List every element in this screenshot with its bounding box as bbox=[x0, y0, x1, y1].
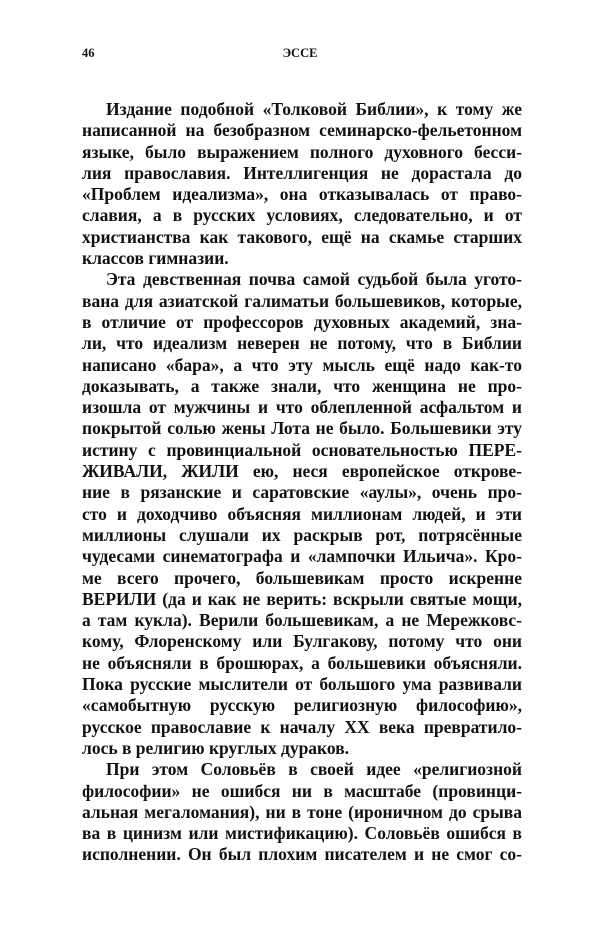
paragraph bbox=[82, 99, 522, 269]
text-line: в отличие от профессоров духовных академий, зна- bbox=[82, 311, 522, 332]
text-line: доказывать, а также знали, что женщина не про- bbox=[82, 375, 522, 396]
text-line: альная мегаломания), ни в тоне (ироничном до срыва bbox=[82, 801, 522, 822]
paragraph bbox=[82, 759, 522, 865]
text-line: классов гимназии. bbox=[82, 248, 229, 269]
text-line: покрытой солью жены Лота не было. Большевики эту bbox=[82, 418, 522, 439]
text-line: «самобытную русскую религиозную философию», bbox=[82, 695, 522, 716]
text-line: ЖИВАЛИ, ЖИЛИ ею, неся европейское открове- bbox=[82, 461, 522, 482]
text-line: философии» не ошибся ни в масштабе (провинци- bbox=[82, 780, 522, 801]
text-line: «Проблем идеализма», она отказывалась от право- bbox=[82, 184, 522, 205]
body-text bbox=[82, 99, 522, 866]
text-line: ВЕРИЛИ (да и как не верить: вскрыли святые мощи, bbox=[82, 588, 522, 609]
text-line: сто и доходчиво объясняя миллионам людей, и эти bbox=[82, 503, 522, 524]
text-line: Издание подобной «Толковой Библии», к тому же bbox=[106, 99, 522, 119]
text-line: ва в цинизм или мистификацию). Соловьёв ошибся в bbox=[82, 823, 522, 844]
text-line: миллионы слушали их раскрыв рот, потрясённые bbox=[82, 524, 522, 545]
paragraph bbox=[82, 269, 522, 759]
text-line: не объясняли в брошюрах, а большевики объясняли. bbox=[82, 652, 522, 673]
text-line: русское православие к началу XX века превратило- bbox=[82, 716, 522, 737]
text-line: ние в рязанские и саратовские «аулы», очень про- bbox=[82, 482, 522, 503]
running-title: ЭССЕ bbox=[282, 46, 318, 60]
text-line: исполнении. Он был плохим писателем и не смог со- bbox=[82, 844, 522, 865]
text-line: ли, что идеализм неверен не потому, что в Библии bbox=[82, 333, 522, 354]
text-line: кому, Флоренскому или Булгакову, потому что они bbox=[82, 631, 522, 652]
text-line: славия, а в русских условиях, следовательно, и от bbox=[82, 205, 522, 226]
text-line: христианства как такового, ещё на скамье старших bbox=[82, 226, 522, 247]
text-line: изошла от мужчины и что облепленной асфальтом и bbox=[82, 397, 522, 418]
text-line: чудесами синематографа и «лампочки Ильича». Кро- bbox=[82, 546, 522, 567]
text-line: истину с провинциальной основательностью ПЕРЕ- bbox=[82, 439, 522, 460]
text-line: написанной на безобразном семинарско-фельетонном bbox=[82, 120, 522, 141]
text-line: При этом Соловьёв в своей идее «религиозной bbox=[106, 759, 522, 780]
text-line: ме всего прочего, большевикам просто искренне bbox=[82, 567, 522, 588]
text-line: языке, было выражением полного духовного бесси- bbox=[82, 141, 522, 162]
text-line: а там кукла). Верили большевикам, а не Мережковс- bbox=[82, 610, 522, 631]
text-line: лось в религию круглых дураков. bbox=[82, 737, 350, 758]
text-line: Пока русские мыслители от большого ума развивали bbox=[82, 674, 522, 695]
text-line: лия православия. Интеллигенция не дорастала до bbox=[82, 162, 522, 183]
text-line: вана для азиатской галиматьи большевиков, которые, bbox=[82, 290, 522, 311]
text-line: Эта девственная почва самой судьбой была угото- bbox=[106, 269, 522, 290]
text-line: написано «бара», а что эту мысль ещё надо как-то bbox=[82, 354, 522, 375]
page-number: 46 bbox=[82, 46, 95, 60]
